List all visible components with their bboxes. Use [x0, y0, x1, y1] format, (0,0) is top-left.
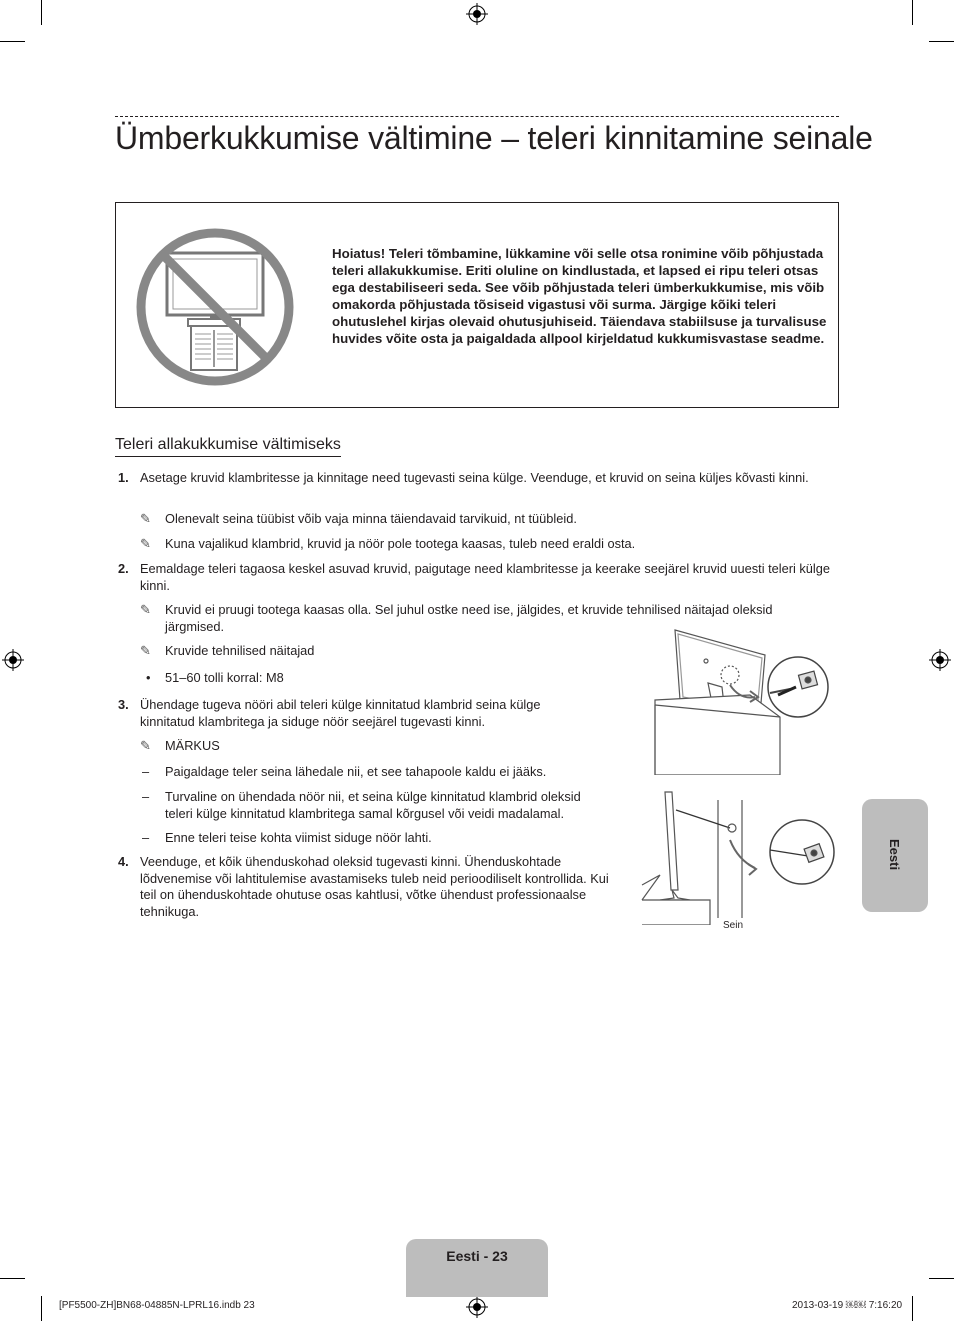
tv-wall-tether-illustration: [640, 790, 835, 925]
note-icon: ✎: [140, 643, 151, 658]
page-number-tab: [406, 1239, 548, 1297]
no-climbing-tv-icon: [133, 226, 297, 388]
registration-mark-icon: [2, 649, 24, 671]
note-icon: ✎: [140, 738, 151, 753]
title-rule: [115, 116, 839, 117]
crop-mark: [912, 0, 913, 25]
tv-back-bracket-illustration: [650, 625, 835, 775]
note-text: Olenevalt seina tüübist võib vaja minna täiendavaid tarvikuid, nt tüübleid.: [165, 511, 577, 526]
step-number: 2.: [118, 561, 129, 576]
note-icon: ✎: [140, 511, 151, 526]
note-icon: ✎: [140, 602, 151, 617]
dash-icon: –: [142, 764, 150, 779]
step-text: Veenduge, et kõik ühenduskohad oleksid tugevasti kinni. Ühenduskohtade lõdvenemise või lahtitulemise avastamiseks tuleb neid perioodiliselt kontrollida. Kui teil on ühenduskohtade ohutuse osas kahtlusi, võtke ühendust professionaalse tehnikuga.: [140, 854, 609, 919]
crop-mark: [41, 1296, 42, 1321]
step-text: Asetage kruvid klambritesse ja kinnitage need tugevasti seina külge. Veenduge, et kruvid on seina küljes kõvasti kinni.: [140, 470, 809, 485]
note-text: MÄRKUS: [165, 738, 220, 753]
registration-mark-icon: [466, 1296, 488, 1318]
note-text: Kuna vajalikud klambrid, kruvid ja nöör pole tootega kaasas, tuleb need eraldi osta.: [165, 536, 636, 551]
slug-timestamp: 2013-03-19 ￼￼ 7:16:20: [792, 1300, 903, 1311]
registration-mark-icon: [466, 3, 488, 25]
step-number: 4.: [118, 854, 129, 869]
language-side-tab: [862, 799, 928, 912]
crop-mark: [929, 1278, 954, 1279]
side-tab-label: Eesti: [887, 839, 902, 871]
note-icon: ✎: [140, 536, 151, 551]
step-number: 3.: [118, 697, 129, 712]
registration-mark-icon: [929, 649, 951, 671]
dash-text: Enne teleri teise kohta viimist siduge nöör lahti.: [165, 830, 432, 845]
crop-mark: [0, 1278, 25, 1279]
page-number: Eesti - 23: [446, 1248, 508, 1264]
section-subheading: Teleri allakukkumise vältimiseks: [115, 436, 341, 457]
note-text: Kruvid ei pruugi tootega kaasas olla. Sel juhul ostke need ise, jälgides, et kruvide tehnilised näitajad oleksid järgmised.: [165, 602, 773, 634]
dash-icon: –: [142, 789, 150, 804]
note-text: Kruvide tehnilised näitajad: [165, 643, 315, 658]
step-number: 1.: [118, 470, 129, 485]
dash-text: Turvaline on ühendada nöör nii, et seina külge kinnitatud klambrid oleksid teleri külge kinnitatud klambritega samal kõrgusel või veidi madalamal.: [165, 789, 581, 821]
wall-label: Sein: [723, 920, 744, 931]
bullet-icon: •: [146, 670, 151, 685]
dash-text: Paigaldage teler seina lähedale nii, et see tahapoole kaldu ei jääks.: [165, 764, 547, 779]
step-text: Eemaldage teleri tagaosa keskel asuvad kruvid, paigutage need klambritesse ja keerake seejärel kruvid uuesti teleri külge kinni.: [140, 561, 831, 593]
bullet-text: 51–60 tolli korral: M8: [165, 670, 284, 685]
dash-icon: –: [142, 830, 150, 845]
crop-mark: [41, 0, 42, 25]
crop-mark: [929, 41, 954, 42]
crop-mark: [0, 41, 25, 42]
slug-filename: [PF5500-ZH]BN68-04885N-LPRL16.indb 23: [59, 1300, 255, 1311]
step-text: Ühendage tugeva nööri abil teleri külge kinnitatud klambrid seina külge kinnitatud klambritega ja siduge nöör seejärel tugevasti kinni.: [140, 697, 541, 729]
crop-mark: [912, 1296, 913, 1321]
page-title: Ümberkukkumise vältimine – teleri kinnitamine seinale: [115, 120, 873, 156]
warning-text: Hoiatus! Teleri tõmbamine, lükkamine või selle otsa ronimine võib põhjustada teleri allakukkumise. Eriti oluline on kindlustada, et lapsed ei ripu teleri otsas ega destabiliseeri seda. See võib põhjustada teleri ümberkukkumise, mis võib omakorda põhjustada tõsiseid vigastusi või surma. Järgige kõiki teleri ohutuslehel kirjas olevaid ohutusjuhiseid. Täiendava stabiilsuse ja turvalisuse huvides võite osta ja paigaldada allpool kirjeldatud kukkumisvastase seadme.: [332, 246, 827, 346]
